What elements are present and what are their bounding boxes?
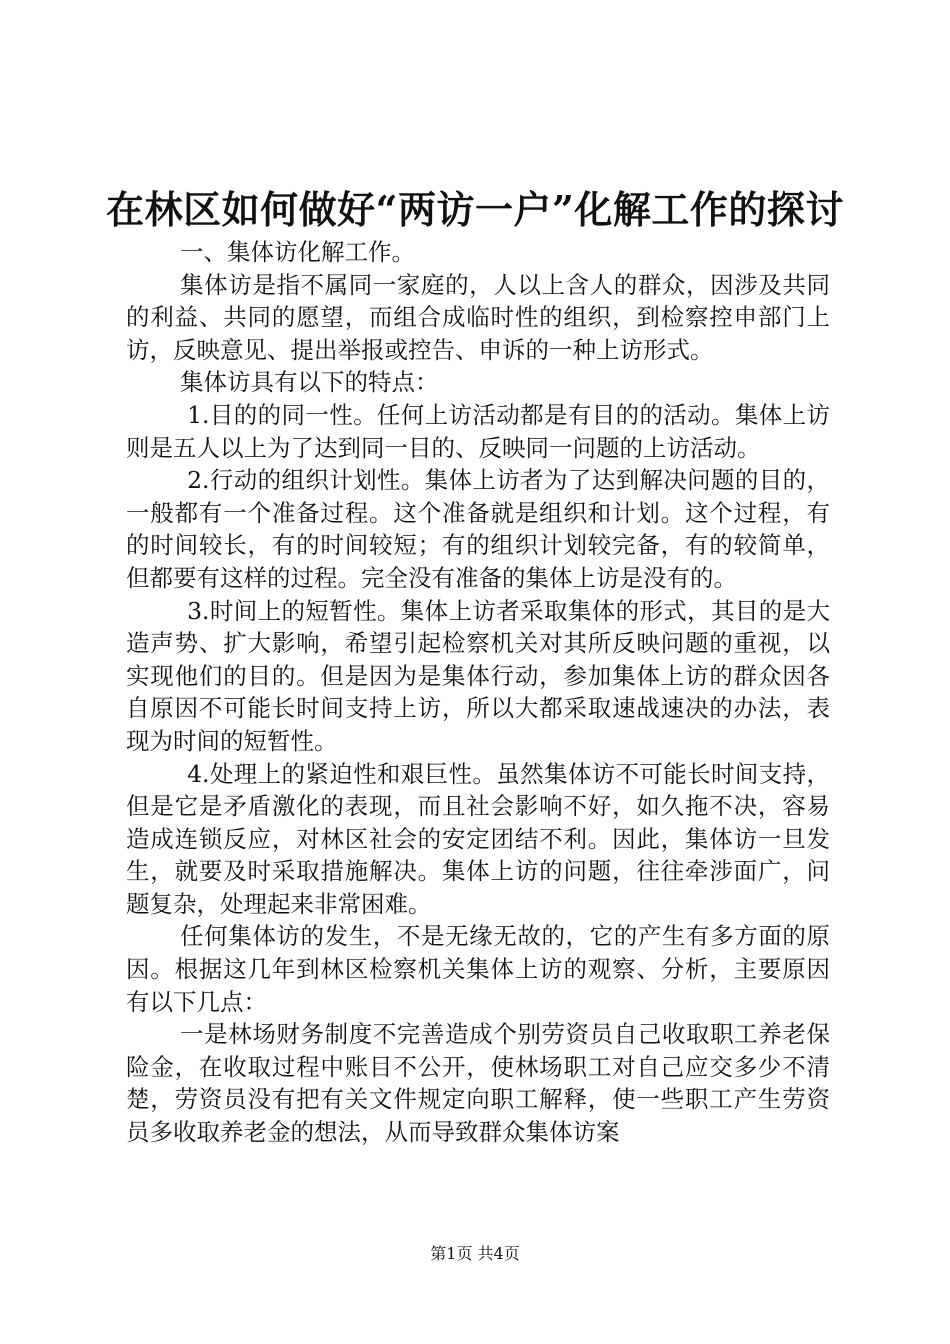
- page-footer: 第1页 共4页: [430, 1244, 520, 1263]
- list-item-paragraph: 4.处理上的紧迫性和艰巨性。虽然集体访不可能长时间支持，但是它是矛盾激化的表现，而且社会影响不好，如久拖不决，容易造成连锁反应，对林区社会的安定团结不利。因此，集体访一旦发生，就要及时采取措施解决。集体上访的问题，往往牵涉面广，问题复杂，处理起来非常困难。: [126, 759, 830, 918]
- document-body: [126, 236, 830, 1149]
- list-item-paragraph: 2.行动的组织计划性。集体上访者为了达到解决问题的目的，一般都有一个准备过程。这个准备就是组织和计划。这个过程，有的时间较长，有的时间较短；有的组织计划较完备，有的较简单，但都要有这样的过程。完全没有准备的集体上访是没有的。: [126, 466, 830, 592]
- list-item-paragraph: 3.时间上的短暂性。集体上访者采取集体的形式，其目的是大造声势、扩大影响，希望引起检察机关对其所反映问题的重视，以实现他们的目的。但是因为是集体行动，参加集体上访的群众因各自原因不可能长时间支持上访，所以大都采取速战速决的办法，表现为时间的短暂性。: [126, 596, 830, 755]
- body-paragraph: 集体访具有以下的特点：: [180, 368, 439, 397]
- body-paragraph: 集体访是指不属同一家庭的，人以上含人的群众，因涉及共同的利益、共同的愿望，而组合成临时性的组织，到检察控申部门上访，反映意见、提出举报或控告、申诉的一种上访形式。: [126, 270, 830, 364]
- list-item-paragraph: 1.目的的同一性。任何上访活动都是有目的的活动。集体上访则是五人以上为了达到同一目的、反映同一问题的上访活动。: [126, 400, 830, 462]
- document-title: 在林区如何做好“两访一户”化解工作的探讨: [106, 187, 844, 232]
- body-paragraph: 一是林场财务制度不完善造成个别劳资员自己收取职工养老保险金，在收取过程中账目不公开，使林场职工对自己应交多少不清楚，劳资员没有把有关文件规定向职工解释，使一些职工产生劳资员多收取养老金的想法，从而导致群众集体访案: [126, 1020, 830, 1147]
- section-heading: 一、集体访化解工作。: [180, 238, 416, 266]
- body-paragraph: 任何集体访的发生，不是无缘无故的，它的产生有多方面的原因。根据这几年到林区检察机关集体上访的观察、分析，主要原因有以下几点：: [126, 922, 830, 1016]
